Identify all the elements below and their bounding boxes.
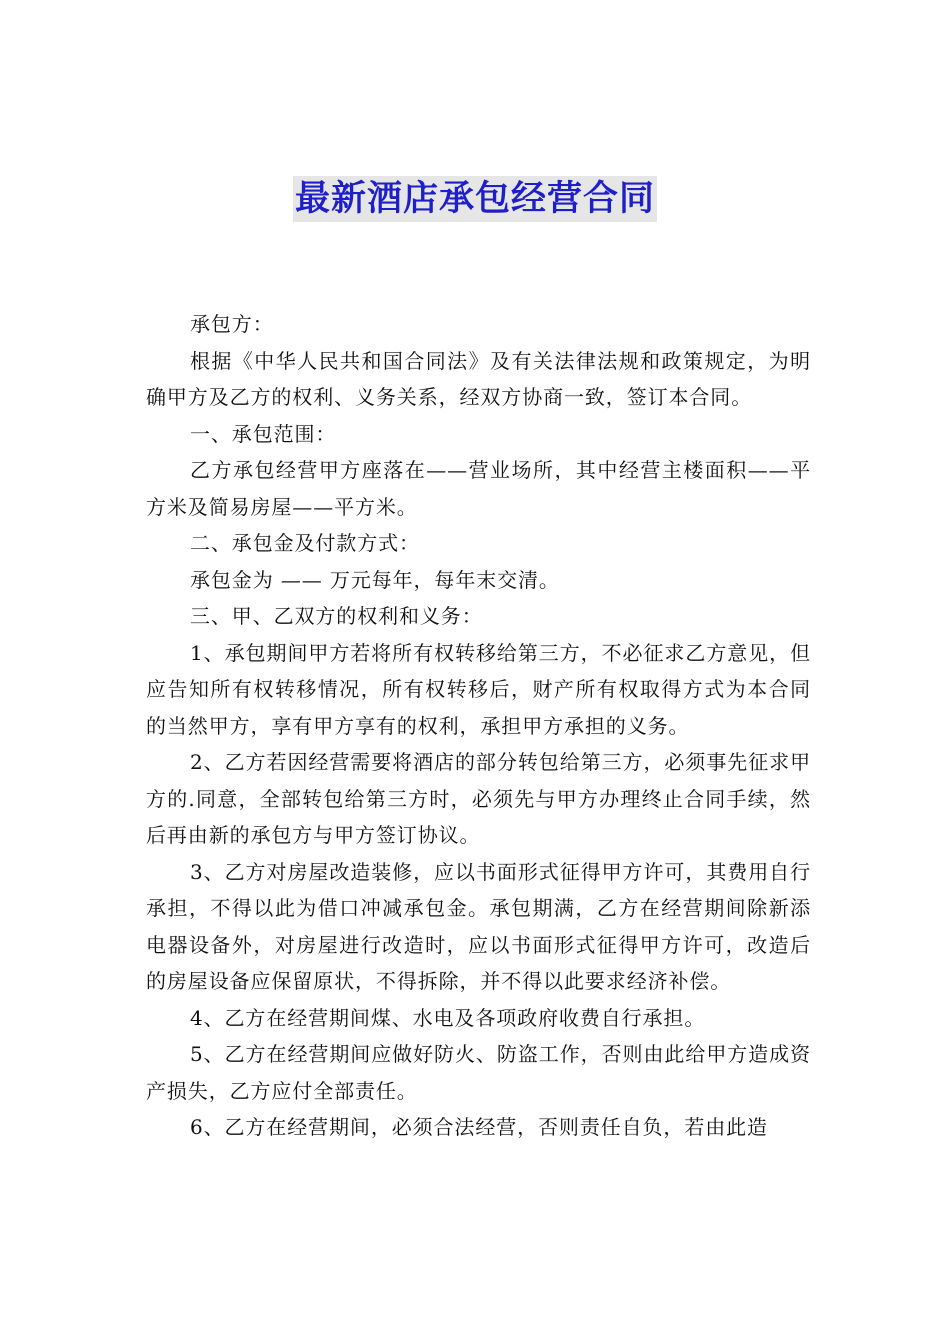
clause: 3、乙方对房屋改造装修，应以书面形式征得甲方许可，其费用自行承担，不得以此为借口冲减承包金。承包期满，乙方在经营期间除新添电器设备外，对房屋进行改造时，应以书面形式征得甲方许可，改造后的房屋设备应保留原状，不得拆除，并不得以此要求经济补偿。 [146, 859, 811, 993]
clause: 5、乙方在经营期间应做好防火、防盗工作，否则由此给甲方造成资产损失，乙方应付全部责任。 [146, 1042, 811, 1103]
document-title [0, 176, 950, 222]
section-heading: 三、甲、乙双方的权利和义务： [190, 604, 483, 628]
clause: 2、乙方若因经营需要将酒店的部分转包给第三方，必须事先征求甲方的.同意，全部转包给第三方时，必须先与甲方办理终止合同手续，然后再由新的承包方与甲方签订协议。 [146, 750, 811, 847]
section-heading: 二、承包金及付款方式： [190, 531, 420, 555]
clause: 4、乙方在经营期间煤、水电及各项政府收费自行承担。 [190, 1005, 706, 1030]
paragraph: 承包金为 —— 万元每年，每年末交清。 [190, 567, 560, 592]
clause: 6、乙方在经营期间，必须合法经营，否则责任自负，若由此造 [190, 1115, 768, 1139]
document-body [146, 306, 811, 1146]
paragraph: 乙方承包经营甲方座落在——营业场所，其中经营主楼面积——平方米及简易房屋——平方米。 [146, 458, 811, 519]
section-heading: 一、承包范围： [190, 421, 337, 446]
document-title-text: 最新酒店承包经营合同 [293, 176, 657, 222]
paragraph: 根据《中华人民共和国合同法》及有关法律法规和政策规定，为明确甲方及乙方的权利、义务关系，经双方协商一致，签订本合同。 [146, 348, 811, 409]
paragraph: 承包方： [190, 312, 274, 336]
clause: 1、承包期间甲方若将所有权转移给第三方，不必征求乙方意见，但应告知所有权转移情况，所有权转移后，财产所有权取得方式为本合同的当然甲方，享有甲方享有的权利，承担甲方承担的义务。 [146, 640, 811, 738]
